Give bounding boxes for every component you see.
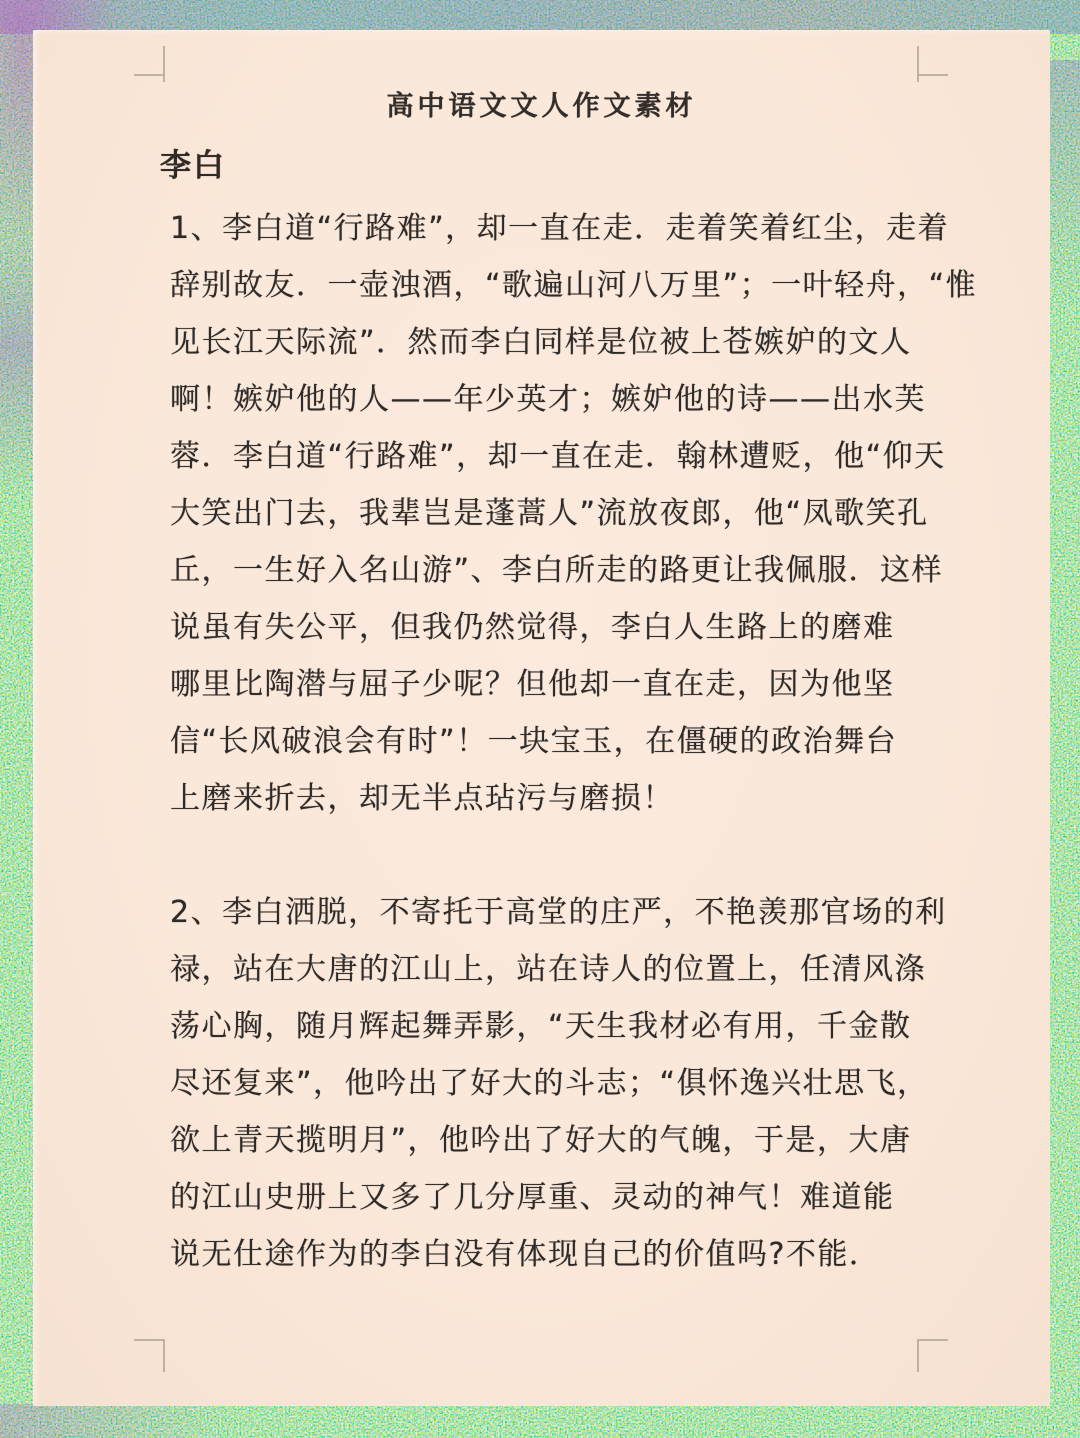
handwritten-line: 禄，站在大唐的江山上，站在诗人的位置上，任清风涤	[170, 951, 926, 987]
handwritten-line: 丘，一生好入名山游”、李白所走的路更让我佩服．这样	[170, 552, 944, 588]
handwritten-line: 尽还复来”，他吟出了好大的斗志；“俱怀逸兴壮思飞，	[170, 1065, 929, 1101]
document-title: 高中语文文人作文素材	[386, 91, 697, 122]
handwritten-line: 欲上青天揽明月”，他吟出了好大的气魄，于是，大唐	[170, 1122, 912, 1158]
handwritten-line: 的江山史册上又多了几分厚重、灵动的神气！难道能	[170, 1179, 895, 1215]
handwritten-line: 蓉．李白道“行路难”，却一直在走．翰林遭贬，他“仰天	[170, 438, 946, 474]
handwritten-line: 说无仕途作为的李白没有体现自己的价值吗?不能．	[170, 1236, 881, 1272]
crop-mark-bottom-left-vertical	[163, 1339, 165, 1372]
handwritten-line: 信“长风破浪会有时”！一块宝玉，在僵硬的政治舞台	[170, 723, 898, 759]
section-heading-libai: 李白	[160, 148, 226, 184]
handwritten-line: 啊！嫉妒他的人——年少英才；嫉妒他的诗——出水芙	[170, 381, 926, 417]
handwritten-line: 辞别故友．一壶浊酒，“歌遍山河八万里”；一叶轻舟，“惟	[170, 267, 978, 303]
crop-mark-bottom-right-vertical	[917, 1339, 919, 1372]
crop-mark-top-left-vertical	[163, 46, 165, 82]
crop-mark-bottom-right-horizontal	[919, 1339, 948, 1341]
paragraph	[170, 196, 978, 823]
crop-mark-bottom-left-horizontal	[134, 1339, 163, 1341]
handwritten-line: 1、李白道“行路难”，却一直在走．走着笑着红尘，走着	[170, 210, 950, 246]
crop-mark-top-right-horizontal	[919, 74, 948, 76]
handwritten-line: 上磨来折去，却无半点玷污与磨损！	[170, 780, 674, 816]
handwritten-line: 见长江天际流”．然而李白同样是位被上苍嫉妒的文人	[170, 324, 912, 360]
handwritten-line: 2、李白洒脱，不寄托于高堂的庄严，不艳羡那官场的利	[170, 894, 947, 930]
crop-mark-top-right-vertical	[917, 46, 919, 82]
paragraph	[170, 880, 947, 1279]
handwritten-line: 大笑出门去，我辈岂是蓬蒿人”流放夜郎，他“凤歌笑孔	[170, 495, 929, 531]
document-page	[33, 30, 1050, 1406]
handwritten-line: 荡心胸，随月辉起舞弄影，“天生我材必有用，千金散	[170, 1008, 912, 1044]
crop-mark-top-left-horizontal	[134, 74, 163, 76]
handwritten-line: 哪里比陶潜与屈子少呢？但他却一直在走，因为他坚	[170, 666, 895, 702]
document-body	[170, 196, 978, 1279]
handwritten-line: 说虽有失公平，但我仍然觉得，李白人生路上的磨难	[170, 609, 895, 645]
